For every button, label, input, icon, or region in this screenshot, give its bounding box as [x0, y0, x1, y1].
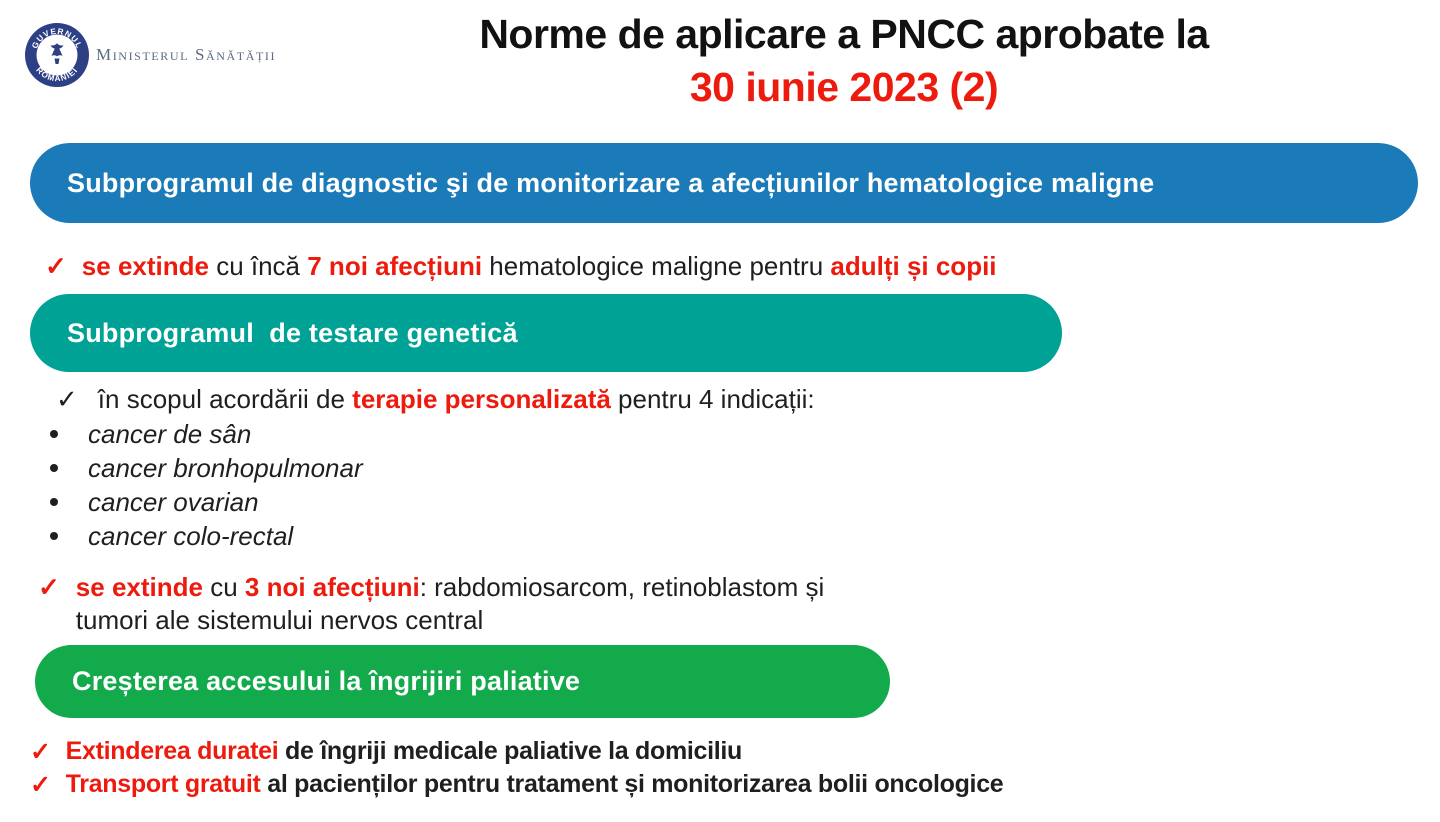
- checkline-palliative-duration: [30, 737, 742, 767]
- checkline-extend-3: [38, 571, 824, 637]
- list-item-label: cancer colo-rectal: [88, 520, 294, 551]
- seal-text-top: GUVERNUL: [30, 26, 84, 51]
- title-line-1: Norme de aplicare a PNCC aprobate la: [479, 11, 1209, 57]
- checkmark-icon: ✓: [30, 738, 51, 766]
- bullet-icon: [50, 532, 58, 540]
- title-line-2: 30 iunie 2023 (2): [689, 64, 999, 110]
- banner-hematology-label: Subprogramul de diagnostic şi de monitorizare a afecțiunilor hematologice maligne: [67, 167, 1155, 198]
- checkline-extend-3-line2: tumori ale sistemului nervos central: [75, 605, 484, 635]
- page-title: [398, 8, 1290, 114]
- checkline-free-transport: [30, 770, 1003, 800]
- list-item-label: cancer de sân: [88, 418, 252, 449]
- list-item: [50, 451, 363, 485]
- cancer-indications-list: [50, 417, 363, 553]
- checkline-genetic-purpose: [56, 384, 815, 415]
- banner-genetic-testing-label: Subprogramul de testare genetică: [67, 317, 518, 348]
- banner-genetic-testing: [30, 294, 1062, 372]
- checkmark-icon: ✓: [45, 251, 67, 281]
- banner-palliative-care-label: Creșterea accesului la îngrijiri paliative: [72, 666, 581, 696]
- checkline-extend-7: [45, 251, 997, 282]
- checkline-palliative-duration-text: Extinderea duratei de îngriji medicale paliative la domiciliu: [65, 737, 743, 765]
- ministry-name: Ministerul Sănătății: [96, 45, 277, 64]
- checkmark-icon: ✓: [38, 572, 60, 602]
- list-item-label: cancer ovarian: [88, 486, 259, 517]
- list-item-label: cancer bronhopulmonar: [88, 452, 363, 483]
- list-item: [50, 519, 363, 553]
- government-seal-icon: [24, 22, 90, 88]
- banner-hematology: [30, 143, 1418, 223]
- checkmark-icon: ✓: [56, 384, 78, 414]
- bullet-icon: [50, 430, 58, 438]
- seal-text-bottom: ROMÂNIEI: [34, 65, 80, 84]
- list-item: [50, 485, 363, 519]
- checkline-genetic-purpose-text: în scopul acordării de terapie personalizată pentru 4 indicații:: [97, 384, 815, 414]
- banner-palliative-care: [35, 645, 890, 718]
- checkline-free-transport-text: Transport gratuit al pacienților pentru tratament și monitorizarea bolii oncologice: [65, 770, 1004, 798]
- bullet-icon: [50, 498, 58, 506]
- list-item: [50, 417, 363, 451]
- checkline-extend-7-text: se extinde cu încă 7 noi afecțiuni hematologice maligne pentru adulți și copii: [81, 251, 997, 281]
- checkline-extend-3-text: se extinde cu 3 noi afecțiuni: rabdomiosarcom, retinoblastom și tumori ale sistemului nervos central: [75, 572, 825, 635]
- bullet-icon: [50, 464, 58, 472]
- checkmark-icon: ✓: [30, 771, 51, 799]
